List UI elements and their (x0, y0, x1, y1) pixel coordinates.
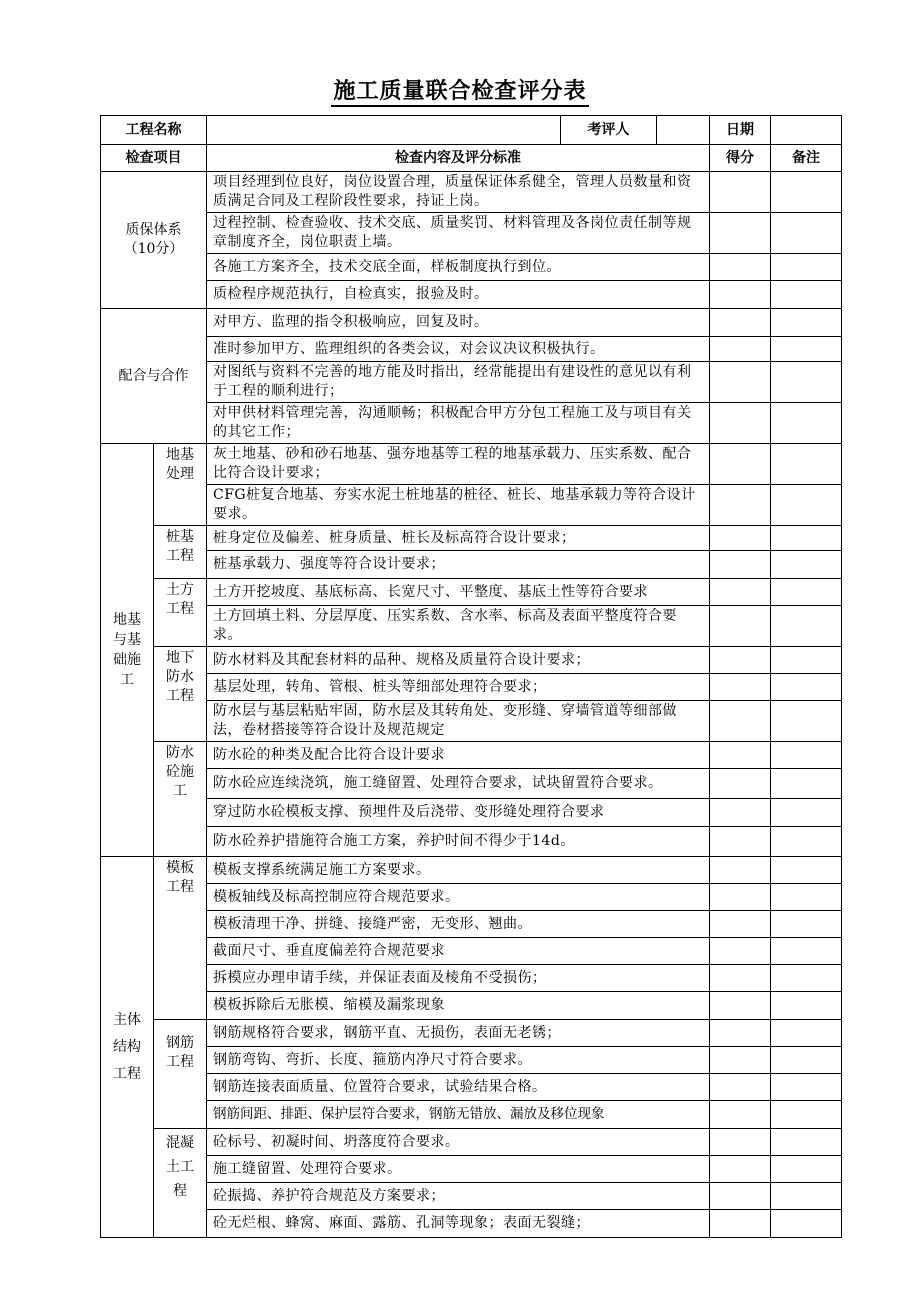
list-item: 钢筋间距、排距、保护层符合要求，钢筋无错放、漏放及移位现象 (207, 1101, 710, 1129)
remarks-header: 备注 (771, 145, 842, 172)
remark-cell[interactable] (771, 526, 842, 551)
list-item: 项目经理到位良好，岗位设置合理，质量保证体系健全，管理人员数量和资质满足合同及工程阶段性要求，持证上岗。 (207, 172, 710, 213)
list-item: 钢筋弯钩、弯折、长度、箍筋内净尺寸符合要求。 (207, 1047, 710, 1074)
score-cell[interactable] (710, 799, 771, 827)
project-name-label: 工程名称 (101, 116, 207, 145)
remark-cell[interactable] (771, 1101, 842, 1129)
list-item: 基层处理，转角、管根、桩头等细部处理符合要求； (207, 674, 710, 701)
score-cell[interactable] (710, 884, 771, 911)
category-foundation: 地基与基础施工 (101, 444, 154, 857)
sub-earthwork: 土方工程 (154, 579, 207, 647)
list-item: 模板支撑系统满足施工方案要求。 (207, 857, 710, 884)
date-label: 日期 (710, 116, 771, 145)
score-cell[interactable] (710, 1101, 771, 1129)
list-item: 过程控制、检查验收、技术交底、质量奖罚、材料管理及各岗位责任制等规章制度齐全，岗位职责上墙。 (207, 213, 710, 254)
remark-cell[interactable] (771, 172, 842, 213)
list-item: 模板清理干净、拼缝、接缝严密，无变形、翘曲。 (207, 911, 710, 938)
score-cell[interactable] (710, 674, 771, 701)
list-item: 模板拆除后无胀模、缩模及漏浆现象 (207, 992, 710, 1020)
category-quality: 质保体系 （10分） (101, 172, 207, 309)
remark-cell[interactable] (771, 701, 842, 742)
remark-cell[interactable] (771, 1074, 842, 1101)
remark-cell[interactable] (771, 799, 842, 827)
score-cell[interactable] (710, 647, 771, 674)
list-item: 质检程序规范执行，自检真实，报验及时。 (207, 281, 710, 309)
remark-cell[interactable] (771, 1210, 842, 1238)
score-cell[interactable] (710, 309, 771, 337)
remark-cell[interactable] (771, 911, 842, 938)
remark-cell[interactable] (771, 1129, 842, 1156)
remark-cell[interactable] (771, 857, 842, 884)
page-title: 施工质量联合检查评分表 (0, 74, 920, 105)
inspection-score-table (100, 115, 842, 1238)
list-item: 施工缝留置、处理符合要求。 (207, 1156, 710, 1183)
score-cell[interactable] (710, 172, 771, 213)
list-item: 准时参加甲方、监理组织的各类会议，对会议决议积极执行。 (207, 337, 710, 362)
remark-cell[interactable] (771, 362, 842, 403)
score-header: 得分 (710, 145, 771, 172)
list-item: 对甲供材料管理完善，沟通顺畅；积极配合甲方分包工程施工及与项目有关的其它工作； (207, 403, 710, 444)
score-cell[interactable] (710, 701, 771, 742)
score-cell[interactable] (710, 213, 771, 254)
remark-cell[interactable] (771, 1020, 842, 1047)
list-item: 钢筋连接表面质量、位置符合要求，试验结果合格。 (207, 1074, 710, 1101)
score-cell[interactable] (710, 742, 771, 769)
score-cell[interactable] (710, 281, 771, 309)
sub-rebar: 钢筋工程 (154, 1020, 207, 1129)
sub-waterproof-concrete: 防水砼施工 (154, 742, 207, 857)
remark-cell[interactable] (771, 965, 842, 992)
sub-pile-foundation: 桩基工程 (154, 526, 207, 579)
score-cell[interactable] (710, 485, 771, 526)
remark-cell[interactable] (771, 1047, 842, 1074)
reviewer-label: 考评人 (561, 116, 657, 144)
remark-cell[interactable] (771, 579, 842, 606)
list-item: 各施工方案齐全，技术交底全面，样板制度执行到位。 (207, 254, 710, 281)
category-cooperation: 配合与合作 (101, 309, 207, 444)
remark-cell[interactable] (771, 1156, 842, 1183)
list-item: 砼无烂根、蜂窝、麻面、露筋、孔洞等现象；表面无裂缝； (207, 1210, 710, 1238)
score-cell[interactable] (710, 254, 771, 281)
sub-formwork: 模板工程 (154, 857, 207, 1020)
list-item: 桩身定位及偏差、桩身质量、桩长及标高符合设计要求； (207, 526, 710, 551)
sub-foundation-treatment: 地基处理 (154, 444, 207, 526)
score-cell[interactable] (710, 1074, 771, 1101)
score-cell[interactable] (710, 526, 771, 551)
score-cell[interactable] (710, 362, 771, 403)
remark-cell[interactable] (771, 337, 842, 362)
sub-underground-waterproof: 地下防水工程 (154, 647, 207, 742)
score-cell[interactable] (710, 1129, 771, 1156)
list-item: 对甲方、监理的指令积极响应，回复及时。 (207, 309, 710, 337)
list-item: 土方回填土料、分层厚度、压实系数、含水率、标高及表面平整度符合要求。 (207, 606, 710, 647)
list-item: 钢筋规格符合要求，钢筋平直、无损伤，表面无老锈； (207, 1020, 710, 1047)
list-item: 桩基承载力、强度等符合设计要求； (207, 551, 710, 579)
score-cell[interactable] (710, 551, 771, 579)
score-cell[interactable] (710, 965, 771, 992)
score-cell[interactable] (710, 857, 771, 884)
remark-cell[interactable] (771, 827, 842, 857)
list-item: 防水砼养护措施符合施工方案，养护时间不得少于14d。 (207, 827, 710, 857)
score-cell[interactable] (710, 827, 771, 857)
score-cell[interactable] (710, 579, 771, 606)
list-item: 砼振捣、养护符合规范及方案要求； (207, 1183, 710, 1210)
remark-cell[interactable] (771, 742, 842, 769)
remark-cell[interactable] (771, 884, 842, 911)
score-cell[interactable] (710, 606, 771, 647)
remark-cell[interactable] (771, 309, 842, 337)
remark-cell[interactable] (771, 444, 842, 485)
list-item: 截面尺寸、垂直度偏差符合规范要求 (207, 938, 710, 965)
list-item: 防水层与基层粘贴牢固，防水层及其转角处、变形缝、穿墙管道等细部做法，卷材搭接等符合设计及规范规定 (207, 701, 710, 742)
remark-cell[interactable] (771, 485, 842, 526)
project-name-field[interactable] (207, 116, 561, 145)
content-header: 检查内容及评分标准 (207, 145, 710, 172)
list-item: CFG桩复合地基、夯实水泥土桩地基的桩径、桩长、地基承载力等符合设计要求。 (207, 485, 710, 526)
remark-cell[interactable] (771, 606, 842, 647)
score-cell[interactable] (710, 769, 771, 799)
score-cell[interactable] (710, 1183, 771, 1210)
sub-concrete: 混凝土工程 (154, 1129, 207, 1238)
score-cell[interactable] (710, 938, 771, 965)
remark-cell[interactable] (771, 551, 842, 579)
remark-cell[interactable] (771, 281, 842, 309)
remark-cell[interactable] (771, 254, 842, 281)
score-cell[interactable] (710, 337, 771, 362)
date-field[interactable] (771, 116, 842, 145)
list-item: 砼标号、初凝时间、坍落度符合要求。 (207, 1129, 710, 1156)
list-item: 对图纸与资料不完善的地方能及时指出，经常能提出有建设性的意见以有利于工程的顺利进行； (207, 362, 710, 403)
list-item: 拆模应办理申请手续，并保证表面及棱角不受损伤； (207, 965, 710, 992)
score-cell[interactable] (710, 992, 771, 1020)
score-cell[interactable] (710, 1210, 771, 1238)
score-cell[interactable] (710, 444, 771, 485)
remark-cell[interactable] (771, 938, 842, 965)
remark-cell[interactable] (771, 1183, 842, 1210)
remark-cell[interactable] (771, 647, 842, 674)
list-item: 防水砼的种类及配合比符合设计要求 (207, 742, 710, 769)
score-cell[interactable] (710, 1047, 771, 1074)
score-cell[interactable] (710, 1020, 771, 1047)
reviewer-field[interactable] (657, 116, 709, 144)
list-item: 防水砼应连续浇筑，施工缝留置、处理符合要求，试块留置符合要求。 (207, 769, 710, 799)
score-cell[interactable] (710, 911, 771, 938)
list-item: 穿过防水砼模板支撑、预埋件及后浇带、变形缝处理符合要求 (207, 799, 710, 827)
remark-cell[interactable] (771, 403, 842, 444)
list-item: 灰土地基、砂和砂石地基、强夯地基等工程的地基承载力、压实系数、配合比符合设计要求； (207, 444, 710, 485)
remark-cell[interactable] (771, 992, 842, 1020)
remark-cell[interactable] (771, 213, 842, 254)
score-cell[interactable] (710, 1156, 771, 1183)
list-item: 防水材料及其配套材料的品种、规格及质量符合设计要求； (207, 647, 710, 674)
score-cell[interactable] (710, 403, 771, 444)
check-item-header: 检查项目 (101, 145, 207, 172)
remark-cell[interactable] (771, 674, 842, 701)
remark-cell[interactable] (771, 769, 842, 799)
list-item: 土方开挖坡度、基底标高、长宽尺寸、平整度、基底土性等符合要求 (207, 579, 710, 606)
category-structure: 主体结构工程 (101, 857, 154, 1238)
list-item: 模板轴线及标高控制应符合规范要求。 (207, 884, 710, 911)
